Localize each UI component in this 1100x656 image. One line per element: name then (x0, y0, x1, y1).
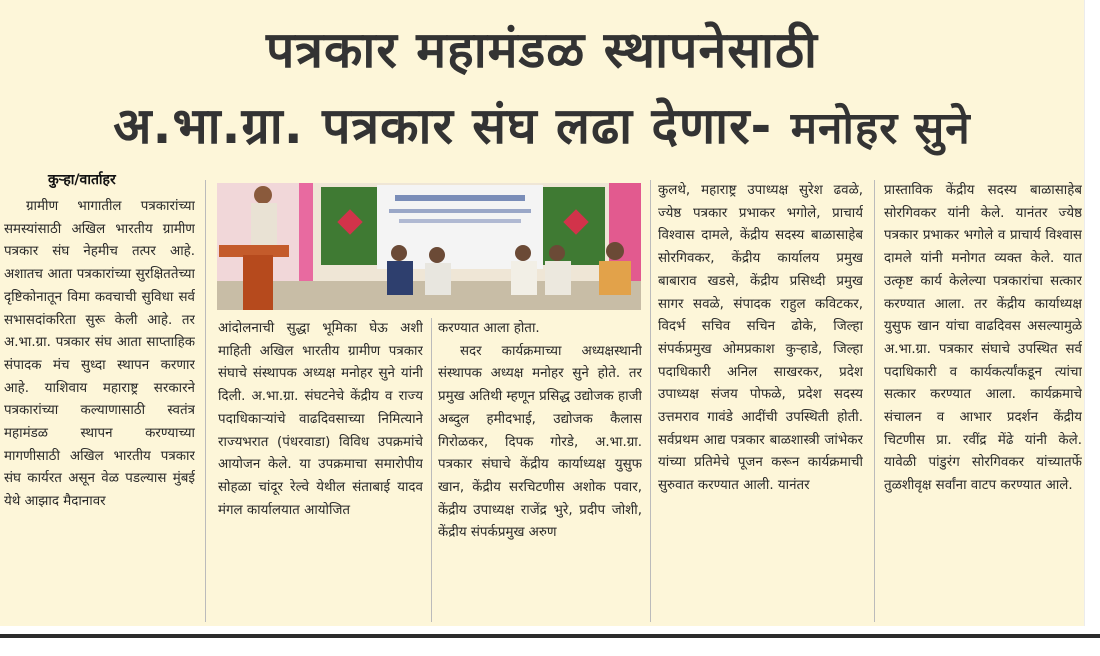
column-divider (205, 180, 206, 622)
column-divider (431, 318, 432, 622)
article-paragraph: ग्रामीण भागातील पत्रकारांच्या समस्यांसाठी अखिल भारतीय ग्रामीण पत्रकार संघ नेहमीच तत्पर आहे. अशातच आता पत्रकारांच्या सुरक्षिततेच्या दृष्टिकोनातून विमा कवचाची सुविधा सर्व सभासदांकरिता सुरू केली आहे. तर अ.भा.ग्रा. पत्रकार संघ आता साप्ताहिक संपादक मंच सुध्दा स्थापन करणार आहे. याशिवाय महाराष्ट्र सरकारने पत्रकारांच्या कल्याणासाठी स्वतंत्र महामंडळ स्थापन करण्याच्या मागणीसाठी अखिल भारतीय पत्रकार संघ कार्यरत असून वेळ पडल्यास मुंबई येथे आझाद मैदानावर (4, 199, 195, 510)
page-bottom-rule (0, 634, 1100, 638)
article-column-5 (884, 180, 1082, 626)
dateline: कुऱ्हा/वार्ताहर (48, 172, 116, 188)
event-photo (217, 183, 641, 310)
headline-line-2 (0, 92, 1084, 163)
article-column-4 (658, 180, 863, 626)
article-column-2 (218, 318, 423, 622)
event-photo-image (217, 183, 641, 310)
article-paragraph: प्रास्ताविक केंद्रीय सदस्य बाळासाहेब सोरगिवकर यांनी केले. यानंतर ज्येष्ठ पत्रकार प्रभाकर भगोले व प्राचार्य विश्वास दामले यांनी मनोगत व्यक्त केले. यात उत्कृष्ट कार्य केलेल्या पत्रकारांचा सत्कार करण्यात आला. तर केंद्रीय कार्याध्यक्ष युसुफ खान यांचा वाढदिवस असल्यामुळे अ.भा.ग्रा. पत्रकार संघाचे उपस्थित सर्व पदाधिकारी व कार्यकर्त्यांकडून त्यांचा सत्कार करण्यात आला. कार्यक्रमाचे संचालन व आभार प्रदर्शन केंद्रीय चिटणीस प्रा. रवींद्र मेंढे यांनी केले. यावेळी पांडुरंग सोरगिवकर यांच्यातर्फे तुळशीवृक्ष सर्वांना वाटप करण्यात आले. (884, 183, 1082, 494)
headline-main: अ.भा.ग्रा. पत्रकार संघ लढा देणार- (113, 97, 773, 155)
column-divider (650, 180, 651, 622)
article-paragraph: कुलथे, महाराष्ट्र उपाध्यक्ष सुरेश ढवळे, ज्येष्ठ पत्रकार प्रभाकर भगोले, प्राचार्य विश्वास दामले, केंद्रीय सदस्य बाळासाहेब सोरगिवकर, केंद्रीय कार्यालय प्रमुख बाबाराव खडसे, केंद्रीय प्रसिध्दी प्रमुख सागर सवळे, संपादक राहुल कविटकर, विदर्भ सचिव सचिन ढोके, जिल्हा संपर्कप्रमुख ओमप्रकाश कुऱ्हाडे, जिल्हा पदाधिकारी अनिल साखरकर, प्रदेश उपाध्यक्ष संजय पोफळे, प्रदेश सदस्य उत्तमराव गावंडे आदींची उपस्थिती होती. सर्वप्रथम आद्य पत्रकार बाळशास्त्री जांभेकर यांच्या प्रतिमेचे पूजन करून कार्यक्रमाची सुरुवात करण्यात आली. यानंतर (658, 183, 863, 494)
column-divider (874, 180, 875, 622)
headline-person-name: मनोहर सुने (790, 103, 971, 154)
article-paragraph: आंदोलनाची सुद्धा भूमिका घेऊ अशी माहिती अखिल भारतीय ग्रामीण पत्रकार संघाचे संस्थापक अध्यक्ष मनोहर सुने यांनी दिली. अ.भा.ग्रा. संघटनेचे केंद्रीय व राज्य पदाधिकाऱ्यांचे वाढदिवसाच्या निमित्याने राज्यभरात (पंधरवाडा) विविध उपक्रमांचे आयोजन केले. या उपक्रमाचा समारोपीय सोहळा चांदूर रेल्वे येथील संताबाई यादव मंगल कार्यालयात आयोजित (218, 321, 423, 518)
article-column-3 (438, 318, 642, 622)
headline-line-1: पत्रकार महामंडळ स्थापनेसाठी (266, 21, 818, 79)
article-paragraph: सदर कार्यक्रमाच्या अध्यक्षस्थानी संस्थापक अध्यक्ष मनोहर सुने होते. तर प्रमुख अतिथी म्हणून प्रसिद्ध उद्योजक हाजी अब्दुल हमीदभाई, उद्योजक कैलास गिरोळकर, दिपक गोरडे, अ.भा.ग्रा. पत्रकार संघाचे केंद्रीय कार्याध्यक्ष युसुफ खान, केंद्रीय सरचिटणीस अशोक पवार, केंद्रीय उपाध्यक्ष राजेंद्र भुरे, प्रदीप जोशी, केंद्रीय संपर्कप्रमुख अरुण (438, 343, 642, 541)
article-paragraph: करण्यात आला होता. (438, 321, 540, 336)
article-column-1 (4, 196, 195, 622)
